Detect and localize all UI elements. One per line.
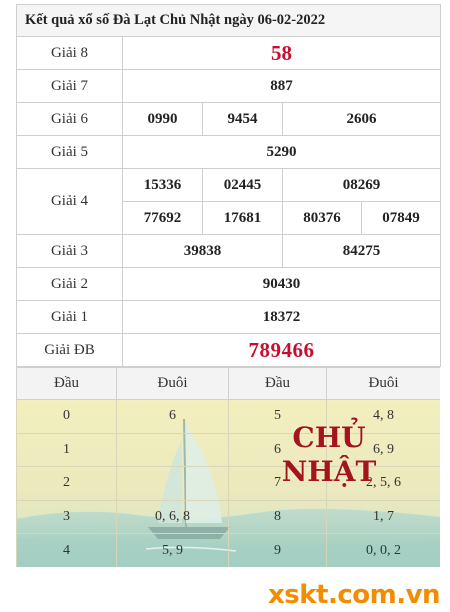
prize-value: 5290	[123, 136, 441, 169]
loto-cell: 4	[17, 534, 117, 567]
results-title: Kết quả xổ số Đà Lạt Chủ Nhật ngày 06-02-2022	[17, 5, 441, 37]
prize-value: 2606	[283, 103, 441, 136]
prize-value: 9454	[203, 103, 283, 136]
loto-cell	[117, 433, 229, 467]
loto-row	[17, 400, 441, 434]
prize-value: 80376	[283, 202, 362, 235]
loto-cell: 1, 7	[327, 500, 441, 534]
loto-cell: 0	[17, 400, 117, 434]
loto-cell: 1	[17, 433, 117, 467]
prize-label: Giải 7	[17, 70, 123, 103]
prize-value: 15336	[123, 169, 203, 202]
prize-row-2	[17, 268, 441, 301]
prize-label: Giải 1	[17, 301, 123, 334]
loto-cell: 2, 5, 6	[327, 467, 441, 501]
prize-row-1	[17, 301, 441, 334]
site-logo[interactable]: xskt.com.vn	[268, 580, 441, 610]
results-panel	[16, 4, 440, 567]
prize-value: 0990	[123, 103, 203, 136]
loto-cell: 2	[17, 467, 117, 501]
prize-label: Giải 8	[17, 37, 123, 70]
loto-cell: 8	[229, 500, 327, 534]
prize-row-7	[17, 70, 441, 103]
prize-value: 84275	[283, 235, 441, 268]
prize-label: Giải 6	[17, 103, 123, 136]
loto-panel	[16, 367, 440, 567]
prize-row-6	[17, 103, 441, 136]
loto-row	[17, 534, 441, 567]
prize-label: Giải 4	[17, 169, 123, 235]
prize-label: Giải ĐB	[17, 334, 123, 367]
loto-cell: 4, 8	[327, 400, 441, 434]
loto-cell: 0, 0, 2	[327, 534, 441, 567]
loto-cell: 0, 6, 8	[117, 500, 229, 534]
prize-value: 02445	[203, 169, 283, 202]
loto-cell: 9	[229, 534, 327, 567]
loto-cell: 6	[229, 433, 327, 467]
prize-value: 18372	[123, 301, 441, 334]
loto-row	[17, 467, 441, 501]
prize-value: 58	[123, 37, 441, 70]
loto-table	[16, 367, 440, 567]
loto-header-dau: Đầu	[17, 368, 117, 400]
loto-cell: 6, 9	[327, 433, 441, 467]
prize-value: 39838	[123, 235, 283, 268]
loto-row	[17, 433, 441, 467]
prize-row-8	[17, 37, 441, 70]
loto-header-duoi: Đuôi	[327, 368, 441, 400]
prize-row-special	[17, 334, 441, 367]
loto-cell: 7	[229, 467, 327, 501]
prize-value: 77692	[123, 202, 203, 235]
prize-value: 90430	[123, 268, 441, 301]
prize-row-5	[17, 136, 441, 169]
prize-row-3	[17, 235, 441, 268]
prize-row-4	[17, 169, 441, 202]
prize-label: Giải 3	[17, 235, 123, 268]
special-prize-value: 789466	[123, 334, 441, 367]
loto-header-duoi: Đuôi	[117, 368, 229, 400]
loto-row	[17, 500, 441, 534]
results-table	[16, 4, 441, 367]
prize-value: 08269	[283, 169, 441, 202]
prize-value: 17681	[203, 202, 283, 235]
loto-cell	[117, 467, 229, 501]
loto-cell: 3	[17, 500, 117, 534]
watermark-line: NHẬT	[281, 455, 377, 488]
loto-header-dau: Đầu	[229, 368, 327, 400]
prize-value: 07849	[362, 202, 441, 235]
loto-cell: 6	[117, 400, 229, 434]
prize-value: 887	[123, 70, 441, 103]
prize-label: Giải 5	[17, 136, 123, 169]
watermark-line: CHỦ	[292, 421, 366, 454]
prize-label: Giải 2	[17, 268, 123, 301]
loto-header-row	[17, 368, 441, 400]
loto-cell: 5	[229, 400, 327, 434]
loto-cell: 5, 9	[117, 534, 229, 567]
